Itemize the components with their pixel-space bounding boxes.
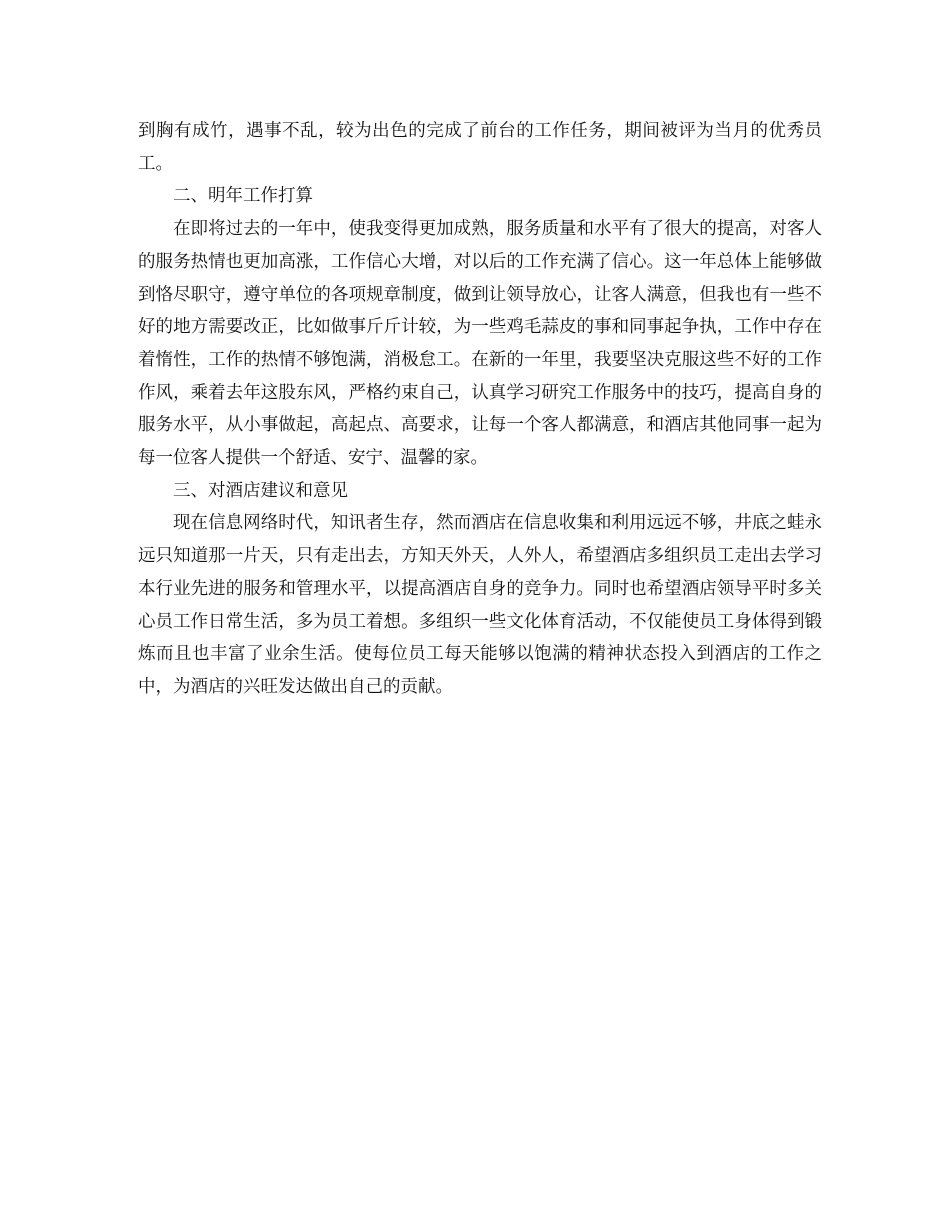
section-two-heading: 二、明年工作打算 (173, 186, 313, 207)
document-body (138, 115, 822, 704)
section-two-paragraph: 在即将过去的一年中，使我变得更加成熟，服务质量和水平有了很大的提高，对客人的服务热情也更加高涨，工作信心大增，对以后的工作充满了信心。这一年总体上能够做到恪尽职守，遵守单位的各项规章制度，做到让领导放心，让客人满意，但我也有一些不好的地方需要改正，比如做事斤斤计较，为一些鸡毛蒜皮的事和同事起争执，工作中存在着惰性，工作的热情不够饱满，消极怠工。在新的一年里，我要坚决克服这些不好的工作作风，乘着去年这股东风，严格约束自己，认真学习研究工作服务中的技巧，提高自身的服务水平，从小事做起，高起点、高要求，让每一个客人都满意，和酒店其他同事一起为每一位客人提供一个舒适、安宁、温馨的家。 (138, 219, 822, 469)
section-three-heading: 三、对酒店建议和意见 (173, 480, 348, 501)
continuation-paragraph: 到胸有成竹，遇事不乱，较为出色的完成了前台的工作任务，期间被评为当月的优秀员工。 (138, 121, 822, 174)
section-three-paragraph: 现在信息网络时代，知讯者生存，然而酒店在信息收集和利用远远不够，井底之蛙永远只知道那一片天，只有走出去，方知天外天，人外人，希望酒店多组织员工走出去学习本行业先进的服务和管理水平，以提高酒店自身的竞争力。同时也希望酒店领导平时多关心员工作日常生活，多为员工着想。多组织一些文化体育活动，不仅能使员工身体得到锻炼而且也丰富了业余生活。使每位员工每天能够以饱满的精神状态投入到酒店的工作之中，为酒店的兴旺发达做出自己的贡献。 (138, 513, 822, 697)
